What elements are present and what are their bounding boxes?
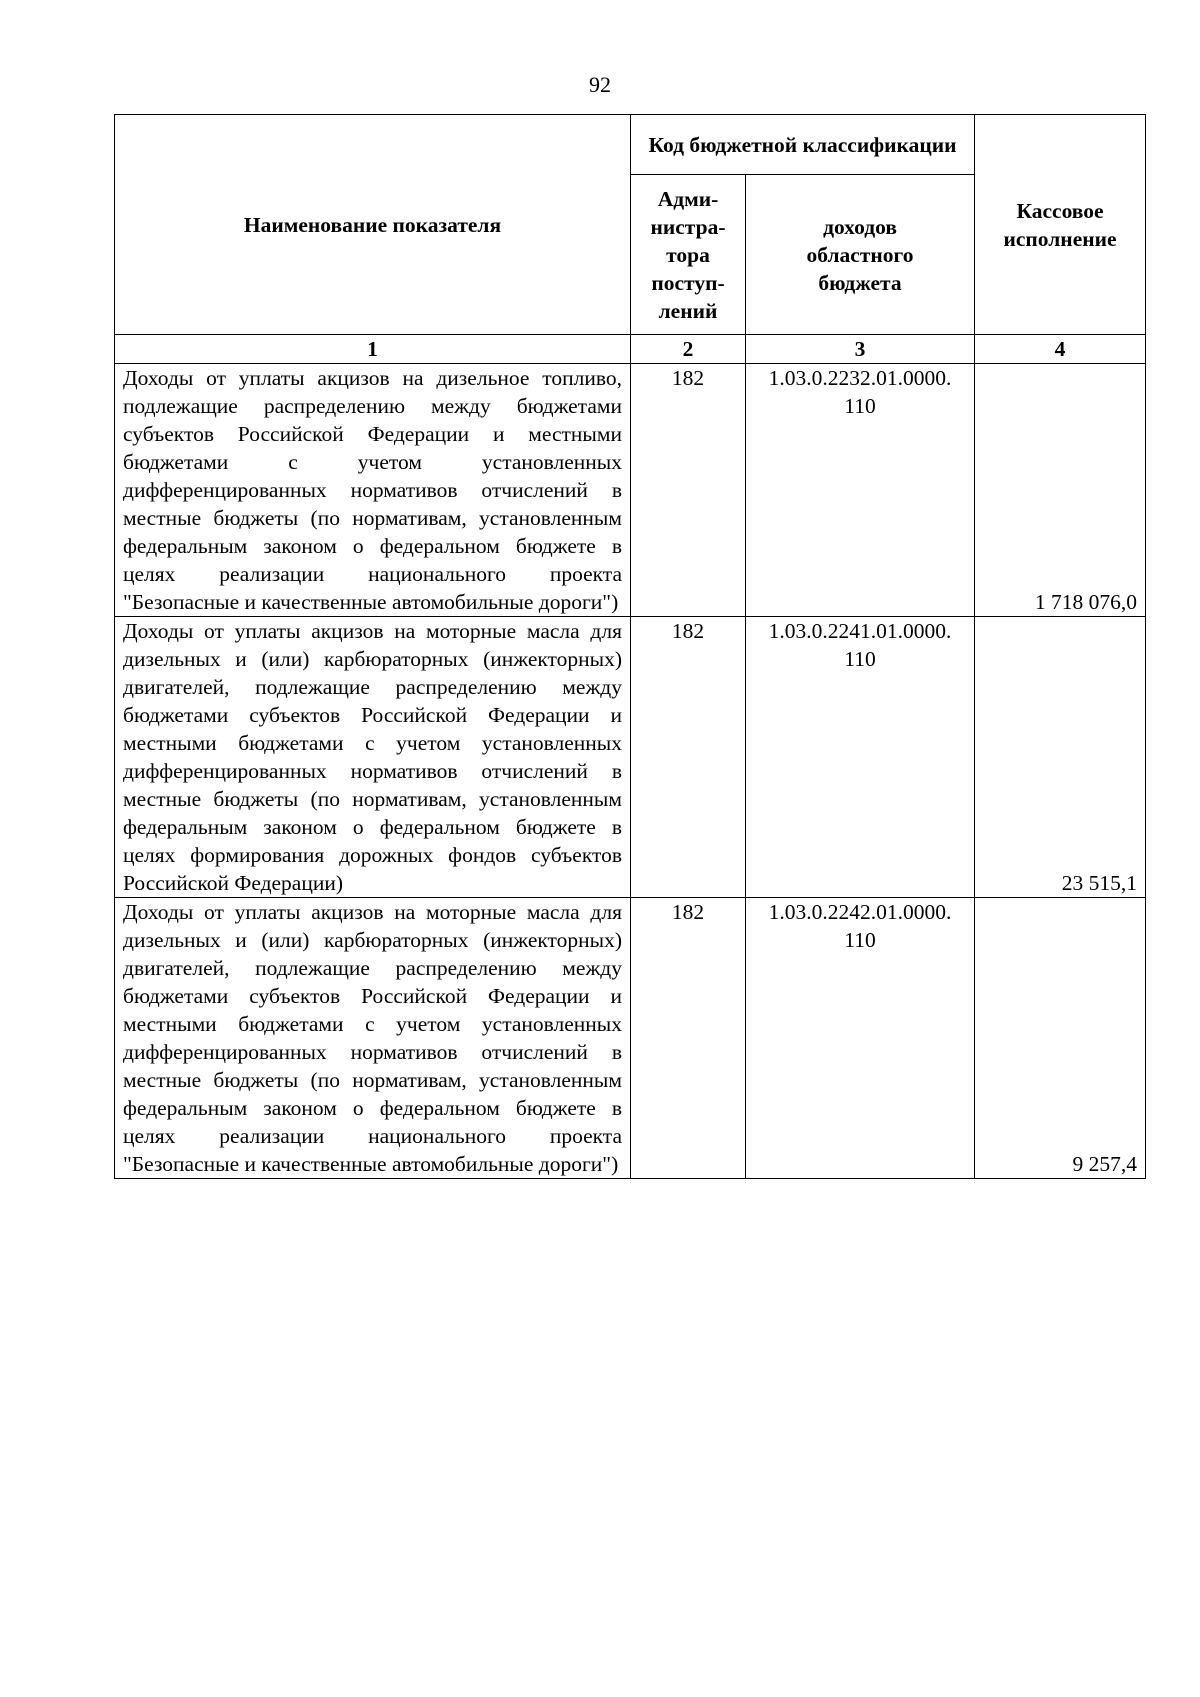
indicator-name: Доходы от уплаты акцизов на моторные масла для дизельных и (или) карбюраторных (инжекторных) двигателей, подлежащие распределению между бюджетами субъектов Российской Федерации и местными бюджетами с учетом установленных дифференцированных нормативов отчислений в местные бюджеты (по нормативам, установленным федеральным законом о федеральном бюджете в целях формирования дорожных фондов субъектов Российской Федерации) [115, 617, 631, 898]
administrator-code: 182 [631, 617, 746, 898]
indicator-name: Доходы от уплаты акцизов на дизельное топливо, подлежащие распределению между бюджетами субъектов Российской Федерации и местными бюджетами с учетом установленных дифференцированных нормативов отчислений в местные бюджеты (по нормативам, установленным федеральным законом о федеральном бюджете в целях реализации национального проекта "Безопасные и качественные автомобильные дороги") [115, 364, 631, 617]
header-revenue-code: доходов областного бюджета [746, 175, 975, 335]
revenue-code: 1.03.0.2241.01.0000. 110 [746, 617, 975, 898]
header-budget-code: Код бюджетной классификации [631, 115, 975, 175]
column-number: 3 [746, 335, 975, 364]
revenue-code: 1.03.0.2232.01.0000. 110 [746, 364, 975, 617]
header-indicator-name: Наименование показателя [115, 115, 631, 335]
cash-execution-value: 1 718 076,0 [975, 364, 1146, 617]
table-row [115, 364, 1146, 617]
revenue-code: 1.03.0.2242.01.0000. 110 [746, 898, 975, 1179]
table-row [115, 617, 1146, 898]
header-administrator: Адми- нистра- тора поступ- лений [631, 175, 746, 335]
administrator-code: 182 [631, 898, 746, 1179]
page-number: 92 [589, 72, 611, 97]
administrator-code: 182 [631, 364, 746, 617]
column-number-row [115, 335, 1146, 364]
cash-execution-value: 23 515,1 [975, 617, 1146, 898]
budget-revenue-table [114, 114, 1146, 1179]
table-row [115, 898, 1146, 1179]
column-number: 4 [975, 335, 1146, 364]
column-number: 2 [631, 335, 746, 364]
header-cash-execution: Кассовое исполнение [975, 115, 1146, 335]
indicator-name: Доходы от уплаты акцизов на моторные масла для дизельных и (или) карбюраторных (инжекторных) двигателей, подлежащие распределению между бюджетами субъектов Российской Федерации и местными бюджетами с учетом установленных дифференцированных нормативов отчислений в местные бюджеты (по нормативам, установленным федеральным законом о федеральном бюджете в целях реализации национального проекта "Безопасные и качественные автомобильные дороги") [115, 898, 631, 1179]
cash-execution-value: 9 257,4 [975, 898, 1146, 1179]
column-number: 1 [115, 335, 631, 364]
